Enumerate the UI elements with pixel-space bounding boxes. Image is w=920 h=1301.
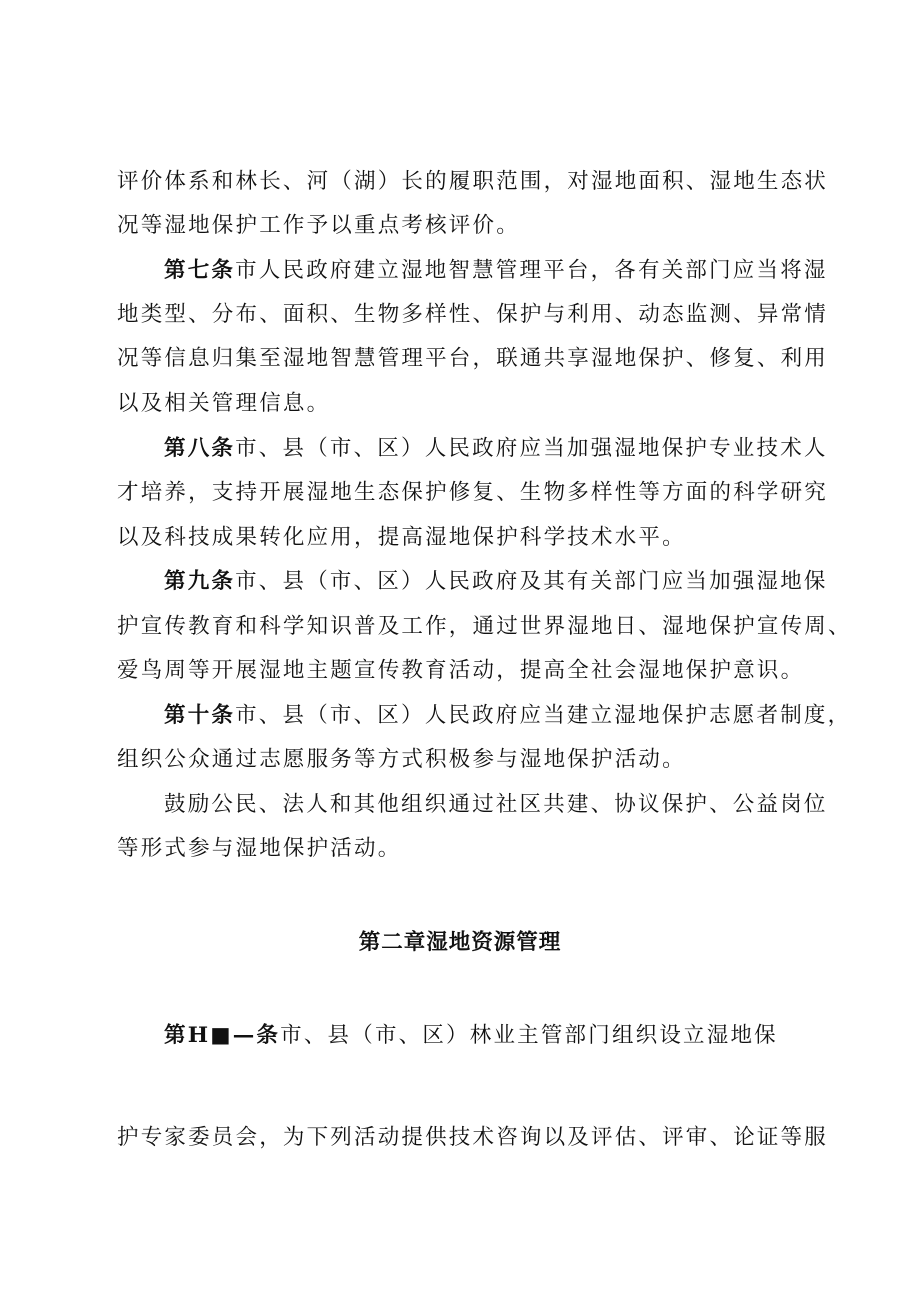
article-9-lead: 第九条 — [164, 569, 236, 594]
paragraph-line: 鼓励公民、法人和其他组织通过社区共建、协议保护、公益岗位 — [164, 792, 828, 817]
paragraph-line: 评价体系和林长、河（湖）长的履职范围，对湿地面积、湿地生态状 — [117, 169, 829, 194]
article-8-first-line — [164, 434, 864, 464]
article-10-text: 市、县（市、区）人民政府应当建立湿地保护志愿者制度， — [235, 703, 852, 728]
paragraph-line: 地类型、分布、面积、生物多样性、保护与利用、动态监测、异常情 — [117, 302, 829, 327]
article-10-first-line — [164, 701, 864, 731]
article-8-lead: 第八条 — [164, 436, 236, 461]
article-10-lead: 第十条 — [164, 703, 236, 728]
article-11-lead: 第H■—条 — [164, 1023, 281, 1048]
article-11-first-line — [164, 1021, 864, 1051]
paragraph-line: 况等信息归集至湿地智慧管理平台，联通共享湿地保护、修复、利用 — [117, 346, 829, 371]
article-9-first-line — [164, 567, 864, 597]
article-7-first-line — [164, 256, 864, 286]
article-7-lead: 第七条 — [164, 258, 236, 283]
paragraph-line: 护宣传教育和科学知识普及工作，通过世界湿地日、湿地保护宣传周、 — [117, 614, 852, 639]
paragraph-line: 况等湿地保护工作予以重点考核评价。 — [117, 213, 520, 238]
paragraph-line: 护专家委员会，为下列活动提供技术咨询以及评估、评审、论证等服 — [117, 1125, 829, 1150]
paragraph-line: 以及相关管理信息。 — [117, 391, 331, 416]
paragraph-line: 以及科技成果转化应用，提高湿地保护科学技术水平。 — [117, 525, 686, 550]
chapter-heading: 第二章湿地资源管理 — [358, 930, 562, 955]
paragraph-line: 等形式参与湿地保护活动。 — [117, 836, 402, 861]
paragraph-line: 才培养，支持开展湿地生态保护修复、生物多样性等方面的科学研究 — [117, 480, 829, 505]
article-9-text: 市、县（市、区）人民政府及其有关部门应当加强湿地保 — [235, 569, 828, 594]
paragraph-line: 组织公众通过志愿服务等方式积极参与湿地保护活动。 — [117, 747, 686, 772]
paragraph-line: 爱鸟周等开展湿地主题宣传教育活动，提高全社会湿地保护意识。 — [117, 658, 805, 683]
article-11-text: 市、县（市、区）林业主管部门组织设立湿地保 — [280, 1023, 778, 1048]
article-8-text: 市、县（市、区）人民政府应当加强湿地保护专业技术人 — [235, 436, 828, 461]
article-7-text: 市人民政府建立湿地智慧管理平台，各有关部门应当将湿 — [235, 258, 828, 283]
